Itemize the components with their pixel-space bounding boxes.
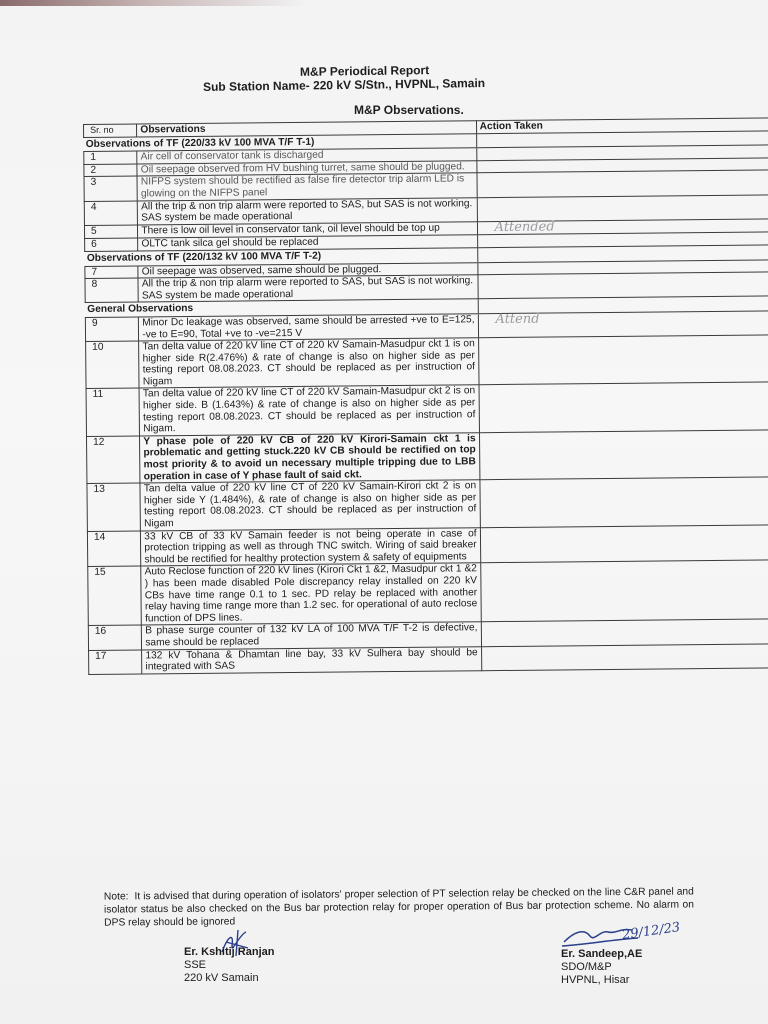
table-row xyxy=(86,382,768,436)
observations-table xyxy=(83,117,768,674)
row-number: 4 xyxy=(84,201,138,226)
signatory-left-name: Er. Kshitij Ranjan xyxy=(184,946,275,958)
observation-text: Air cell of conservator tank is discharged xyxy=(137,148,476,164)
col-header-observations: Observations xyxy=(137,121,476,137)
signatory-right-office: HVPNL, Hisar xyxy=(561,974,630,986)
action-taken-cell xyxy=(479,382,768,432)
action-taken-cell xyxy=(480,524,768,563)
action-taken-cell xyxy=(477,170,768,197)
signatory-left-designation: SSE xyxy=(184,959,207,971)
row-number: 2 xyxy=(84,164,137,177)
observation-text: NIFPS system should be rectified as false fire detector trip alarm LED is glowing on the NIFPS panel xyxy=(137,173,477,200)
signatory-right xyxy=(561,948,642,987)
photo-edge xyxy=(0,0,768,6)
row-number: 16 xyxy=(88,625,142,650)
observation-text: Oil seepage was observed, same should be plugged. xyxy=(138,262,477,278)
section-title: Observations of TF (220/132 kV 100 MVA T/F T-2) xyxy=(85,248,478,266)
table-row xyxy=(86,430,768,484)
observation-text: There is low oil level in conservator tank, oil level should be top up xyxy=(138,221,477,238)
row-number: 7 xyxy=(85,266,138,279)
handwritten-action-note: Attend xyxy=(495,311,540,327)
col-header-no: Sr. no xyxy=(84,124,137,137)
row-number: 9 xyxy=(85,317,139,342)
action-taken-cell xyxy=(477,194,768,221)
section-title: M&P Observations. xyxy=(354,103,464,117)
row-number: 14 xyxy=(87,531,141,567)
observation-text: Tan delta value of 220 kV line CT of 220 kV Samain-Kirori ckt 2 is on higher side Y (1.484%), & rate of change is also on higher side as per testing report 08.08.2023. CT should be replaced as per instruction of Nigam xyxy=(140,480,480,531)
row-number: 3 xyxy=(84,176,138,201)
action-taken-cell xyxy=(481,643,768,670)
observation-text: Tan delta value of 220 kV line CT of 220 kV Samain-Masudpur ckt 1 is on higher side R(2.476%) & rate of change is also on higher side as per testing report 08.08.2023. CT should be replaced as per instruction of Nigam xyxy=(139,338,479,389)
action-taken-cell xyxy=(480,477,768,527)
row-number: 6 xyxy=(85,238,138,251)
row-number: 8 xyxy=(85,278,139,303)
note-label: Note: xyxy=(103,891,129,903)
action-taken-cell xyxy=(478,272,768,299)
action-taken-cell xyxy=(479,430,768,480)
note-text: It is advised that during operation of isolators' proper selection of PT selection relay be checked on the line C&R panel and isolator status be also checked on the Bus bar protection relay for proper operation of Bus bar protection scheme. No alarm on DPS relay should be ignored xyxy=(103,886,695,929)
row-number: 1 xyxy=(84,151,137,164)
row-number: 5 xyxy=(84,225,137,239)
station-name: Sub Station Name- 220 kV S/Stn., HVPNL, Samain xyxy=(202,76,486,94)
observation-text: 33 kV CB of 33 kV Samain feeder is not being operate in case of protection tripping as well as through TNC switch. Wiring of said breaker should be rectified for healthy protection system & safety of equipments xyxy=(141,527,481,566)
row-number: 13 xyxy=(87,483,141,531)
handwritten-action-note: Attended xyxy=(494,219,555,235)
action-taken-cell xyxy=(478,311,768,338)
observation-text: Tan delta value of 220 kV line CT of 220 kV Samain-Masudpur ckt 2 is on higher side. B (1.643%) & rate of change is also on higher side as per testing report 08.08.2023. CT should be replaced as per instruction of Nigam. xyxy=(139,385,479,436)
observation-text: 132 kV Tohana & Dhamtan line bay, 33 kV Sulhera bay should be integrated with SAS xyxy=(142,646,482,673)
signatory-left-office: 220 kV Samain xyxy=(184,972,259,984)
row-number: 11 xyxy=(86,388,140,436)
signatory-left xyxy=(184,946,274,985)
table-row xyxy=(86,335,768,389)
table-row xyxy=(87,477,768,531)
row-number: 17 xyxy=(89,649,143,674)
col-header-action-taken: Action Taken xyxy=(476,118,768,133)
observation-text: OLTC tank silca gel should be replaced xyxy=(138,235,477,251)
action-taken-cell xyxy=(478,335,768,385)
signatory-right-designation: SDO/M&P xyxy=(561,961,612,973)
report-title: M&P Periodical Report xyxy=(299,63,430,79)
observation-text: B phase surge counter of 132 kV LA of 100 MVA T/F T-2 is defective, same should be replaced xyxy=(142,622,482,649)
observation-text: All the trip & non trip alarm were reported to SAS, but SAS is not working. SAS system be made operational xyxy=(138,197,478,224)
row-number: 15 xyxy=(88,566,142,625)
row-number: 10 xyxy=(86,341,140,389)
section-title: Observations of TF (220/33 kV 100 MVA T/F T-1) xyxy=(84,133,477,151)
handwritten-date: 29/12/23 xyxy=(621,920,682,943)
section-title: General Observations xyxy=(85,299,478,317)
signatory-right-name: Er. Sandeep,AE xyxy=(561,948,643,960)
observation-text: Oil seepage observed from HV bushing turret, same should be plugged. xyxy=(137,161,476,177)
action-taken-cell xyxy=(480,560,768,622)
row-number: 12 xyxy=(86,436,140,484)
action-taken-cell xyxy=(481,619,768,646)
observation-text: Y phase pole of 220 kV CB of 220 kV Kirori-Samain ckt 1 is problematic and getting stuck.220 kV CB should be rectified on top most priority & to avoid un necessary multiple tripping due to LBB operation in case of Y phase fault of said ckt. xyxy=(140,433,480,484)
observation-text: Auto Reclose function of 220 kV lines (Kirori Ckt 1 &2, Masudpur ckt 1 &2 ) has been made disabled Pole discrepancy relay installed on 220 kV CBs have time range 0.1 to 1 sec. PD relay be replaced with another relay having time range more than 1.2 sec. for operational of auto reclose function of DPS lines. xyxy=(141,563,481,625)
observation-text: All the trip & non trip alarm were reported to SAS, but SAS is not working. SAS system be made operational xyxy=(138,275,478,302)
table-row xyxy=(88,560,768,626)
observation-text: Minor Dc leakage was observed, same should be arrested +ve to E=125, -ve to E=90, Total +ve to -ve=215 V xyxy=(139,314,479,341)
